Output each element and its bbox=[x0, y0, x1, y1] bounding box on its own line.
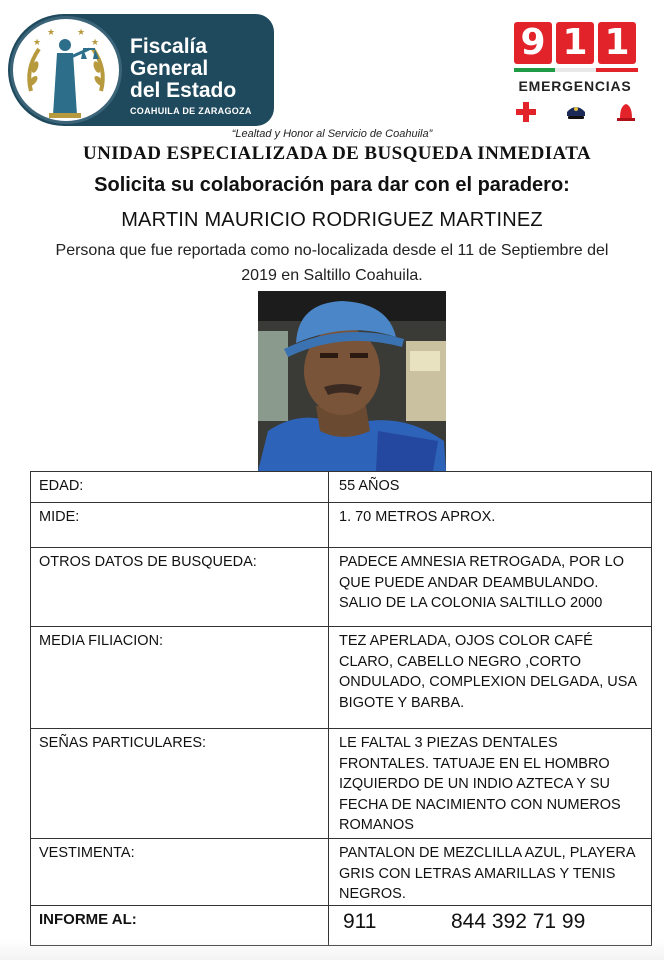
fiscalia-name-line1: Fiscalía bbox=[130, 35, 208, 58]
contact-label: INFORME AL: bbox=[31, 906, 329, 946]
detail-row-clothing bbox=[31, 839, 652, 906]
distinguishing-marks-value: LE FALTAL 3 PIEZAS DENTALES FRONTALES. TATUAJE EN EL HOMBRO IZQUIERDO DE UN INDIO AZTECA Y SU FECHA DE NACIMIENTO CON NUMEROS ROMANOS bbox=[329, 729, 652, 839]
red-cross-icon bbox=[514, 100, 538, 124]
detail-row-age bbox=[31, 472, 652, 503]
fiscalia-logo bbox=[8, 14, 274, 126]
fiscalia-emblem bbox=[10, 16, 122, 124]
svg-text:★: ★ bbox=[91, 37, 100, 47]
digit-1a: 1 bbox=[556, 22, 594, 64]
collaboration-request: Solicita su colaboración para dar con el paradero: bbox=[94, 174, 570, 196]
age-value: 55 AÑOS bbox=[329, 472, 652, 503]
fiscalia-name-line2: General bbox=[130, 57, 209, 80]
other-data-label: OTROS DATOS DE BUSQUEDA: bbox=[31, 548, 329, 627]
digit-1b: 1 bbox=[598, 22, 636, 64]
height-label: MIDE: bbox=[31, 503, 329, 548]
emergency-911-logo bbox=[510, 22, 640, 126]
digit-9: 9 bbox=[514, 22, 552, 64]
missing-person-photo bbox=[258, 291, 446, 471]
svg-text:★: ★ bbox=[33, 37, 42, 47]
clothing-label: VESTIMENTA: bbox=[31, 839, 329, 906]
detail-row-height bbox=[31, 503, 652, 548]
justice-statue-icon bbox=[13, 19, 119, 121]
other-data-value: PADECE AMNESIA RETROGADA, POR LO QUE PUEDE ANDAR DEAMBULANDO. SALIO DE LA COLONIA SALTILLO 2000 bbox=[329, 548, 652, 627]
reported-missing-text: Persona que fue reportada como no-localizada desde el 11 de Septiembre del 2019 en Saltillo Coahuila. bbox=[55, 242, 609, 284]
svg-text:★: ★ bbox=[47, 27, 56, 37]
flag-stripe bbox=[514, 68, 638, 72]
svg-text:★: ★ bbox=[77, 27, 86, 37]
contact-phone-number[interactable]: 844 392 71 99 bbox=[451, 910, 586, 933]
clothing-value: PANTALON DE MEZCLILLA AZUL, PLAYERA GRIS CON LETRAS AMARILLAS Y TENIS NEGROS. bbox=[329, 839, 652, 906]
detail-row-other bbox=[31, 548, 652, 627]
person-name: MARTIN MAURICIO RODRIGUEZ MARTINEZ bbox=[121, 209, 543, 231]
height-value: 1. 70 METROS APROX. bbox=[329, 503, 652, 548]
police-cap-icon bbox=[564, 100, 588, 124]
emergency-label: EMERGENCIAS bbox=[518, 78, 632, 94]
bottom-fade bbox=[0, 940, 664, 960]
detail-row-description bbox=[31, 627, 652, 729]
fiscalia-state: COAHUILA DE ZARAGOZA bbox=[130, 106, 252, 116]
missing-person-details-table bbox=[30, 471, 652, 946]
photo-image bbox=[258, 291, 446, 471]
detail-row-marks bbox=[31, 729, 652, 839]
fiscalia-name-line3: del Estado bbox=[130, 79, 237, 102]
unit-title: UNIDAD ESPECIALIZADA DE BUSQUEDA INMEDIATA bbox=[82, 143, 592, 164]
description-value: TEZ APERLADA, OJOS COLOR CAFÉ CLARO, CABELLO NEGRO ,CORTO ONDULADO, COMPLEXION DELGADA, USA BIGOTE Y BARBA. bbox=[329, 627, 652, 729]
age-label: EDAD: bbox=[31, 472, 329, 503]
description-label: MEDIA FILIACION: bbox=[31, 627, 329, 729]
fire-helmet-icon bbox=[614, 100, 638, 124]
slogan: “Lealtad y Honor al Servicio de Coahuila” bbox=[231, 128, 433, 140]
distinguishing-marks-label: SEÑAS PARTICULARES: bbox=[31, 729, 329, 839]
contact-emergency-number[interactable]: 911 bbox=[343, 910, 377, 933]
